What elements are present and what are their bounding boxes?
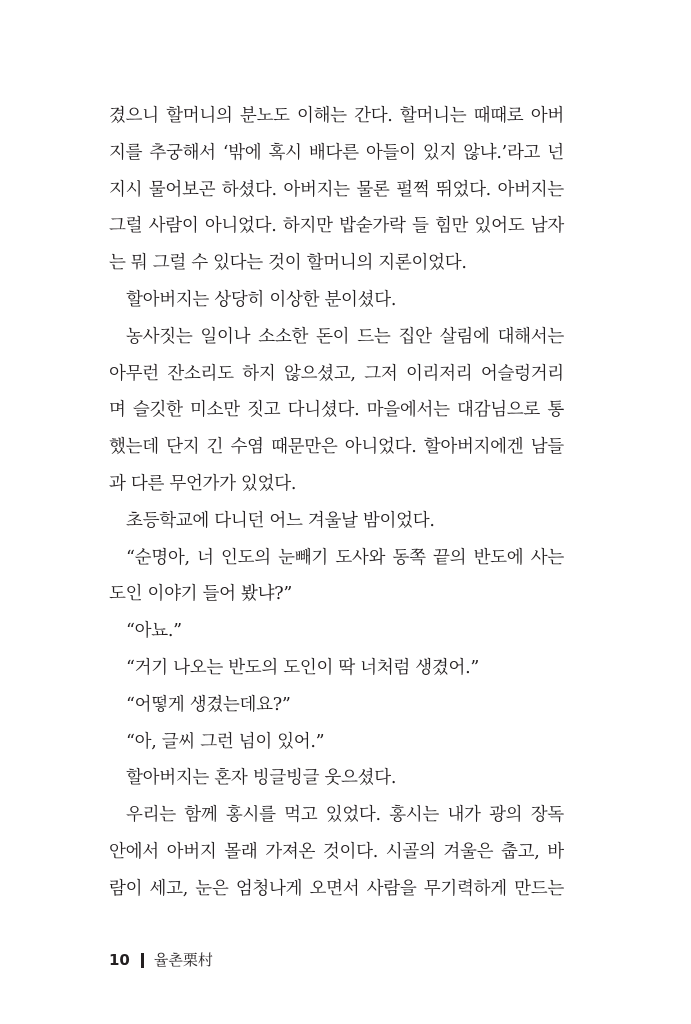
word: 광의	[489, 805, 523, 826]
word: 간다.	[354, 106, 393, 126]
word: 남자	[530, 216, 564, 237]
word: 홍시는	[389, 805, 440, 826]
word: 소소한	[258, 326, 309, 347]
word: 아니었다.	[344, 437, 417, 458]
word: 람이	[109, 878, 143, 899]
word: 겨울은	[443, 841, 494, 862]
word: 지를	[109, 142, 143, 163]
word: 살림에	[439, 326, 490, 347]
text-line: 초등학교에 다니던 어느 겨울날 밤이었다.	[126, 510, 435, 531]
word: 너	[197, 547, 214, 568]
word: 할머니의	[166, 106, 233, 126]
word: 물론	[356, 179, 390, 200]
word: 넌	[547, 142, 564, 163]
word: 밥숟가락	[339, 216, 406, 237]
text-line: “거기 나오는 반도의 도인이 딱 너처럼 생겼어.”	[126, 657, 480, 678]
text-line	[109, 135, 564, 172]
text-line: “아뇨.”	[126, 621, 182, 642]
word: 사람이	[148, 216, 199, 237]
word: 그럴	[109, 216, 143, 237]
word: 이해는	[296, 106, 347, 126]
word: 통	[547, 400, 564, 421]
text-line: 는 뭐 그럴 수 있다는 것이 할머니의 지론이었다.	[109, 253, 467, 274]
word: 무기력하게	[423, 878, 507, 899]
word: 집안	[398, 326, 432, 347]
text-line	[109, 797, 564, 834]
word: 시골의	[385, 841, 436, 862]
word: 하지	[242, 363, 276, 384]
word: 끝의	[433, 547, 467, 568]
page-footer	[109, 950, 213, 970]
text-line: 할아버지는 상당히 이상한 분이셨다.	[126, 289, 397, 310]
word: 몰래	[224, 841, 258, 862]
text-line	[109, 356, 564, 393]
text-line: 할아버지는 혼자 빙글빙글 웃으셨다.	[126, 768, 397, 789]
text-line: 과 다른 무언가가 있었다.	[109, 473, 297, 494]
word: “순명아,	[126, 547, 190, 568]
word: 눈빼기	[278, 547, 328, 568]
word: 오면서	[309, 878, 360, 899]
word: 짓고	[247, 400, 281, 421]
text-line	[109, 834, 564, 871]
text-line	[109, 540, 564, 577]
text-line: “아, 글씨 그런 넘이 있어.”	[126, 731, 325, 752]
word: 안에서	[109, 841, 159, 862]
text-line	[109, 98, 564, 135]
word: 아버지는	[283, 179, 350, 200]
word: 바	[547, 841, 564, 862]
running-title: 율촌栗村	[153, 951, 213, 969]
word: 할머니는	[399, 106, 467, 126]
word: 그저	[364, 363, 398, 384]
word: 춥고,	[501, 841, 540, 862]
word: 장독	[530, 805, 564, 826]
text-line	[109, 319, 564, 356]
word: 일이나	[200, 326, 251, 347]
text-line	[109, 208, 564, 245]
text-line: 도인 이야기 들어 봤냐?”	[109, 584, 292, 605]
word: 분노도	[239, 106, 290, 126]
word: 대해서는	[497, 326, 564, 347]
word: 마을에서는	[366, 400, 450, 421]
word: 수염	[230, 437, 264, 458]
page-number: 10	[109, 951, 130, 969]
word: 있었다.	[325, 805, 381, 826]
word: 눈은	[195, 878, 229, 899]
word: 아들이	[365, 142, 416, 163]
text-line	[109, 871, 564, 908]
word: 이리저리	[405, 363, 473, 384]
body-text	[109, 98, 564, 908]
word: 때문만은	[271, 437, 338, 458]
word: 때때로	[473, 106, 524, 126]
word: 뛰었다.	[435, 179, 491, 200]
word: 슬깃한	[132, 400, 183, 421]
word: 세고,	[149, 878, 188, 899]
word: 사람을	[366, 878, 417, 899]
word: 도사와	[335, 547, 386, 568]
word: 미소만	[190, 400, 240, 421]
word: 동쪽	[392, 547, 426, 568]
word: 하셨다.	[221, 179, 277, 200]
word: ‘밖에	[222, 142, 262, 163]
word: 있지	[422, 142, 457, 163]
word: 홍시를	[225, 805, 276, 826]
word: 만드는	[514, 878, 564, 899]
word: 펄쩍	[396, 179, 430, 200]
word: 지시	[109, 179, 143, 200]
word: 힘만	[434, 216, 469, 237]
text-line	[109, 172, 564, 209]
word: 내가	[447, 805, 481, 826]
word: 아무런	[109, 363, 159, 384]
word: 추궁해서	[149, 142, 216, 163]
word: 않으셨고,	[284, 363, 356, 384]
word: 아니었다.	[204, 216, 277, 237]
word: 있어도	[474, 216, 525, 237]
word: 다니셨다.	[287, 400, 360, 421]
word: 했는데	[109, 437, 159, 458]
word: 겼으니	[109, 106, 159, 126]
footer-separator	[141, 953, 144, 968]
word: 남들	[530, 437, 564, 458]
word: 단지	[166, 437, 200, 458]
text-line: “어떻게 생겼는데요?”	[126, 694, 291, 715]
word: 인도의	[221, 547, 271, 568]
word: 할아버지에겐	[423, 437, 524, 458]
word: 물어보곤	[148, 179, 216, 200]
word: 않냐.’라고	[463, 142, 541, 163]
word: 긴	[206, 437, 224, 458]
word: 것이다.	[322, 841, 378, 862]
word: 아버지	[166, 841, 217, 862]
text-line	[109, 429, 564, 466]
word: 대감님으로	[456, 400, 541, 421]
word: 하지만	[282, 216, 333, 237]
word: 아버	[530, 106, 564, 126]
word: 우리는	[126, 805, 176, 826]
word: 농사짓는	[126, 326, 193, 347]
word: 반도에	[473, 547, 524, 568]
word: 며	[109, 400, 126, 421]
word: 가져온	[265, 841, 316, 862]
word: 들	[411, 216, 429, 237]
text-line	[109, 392, 564, 429]
word: 엄청나게	[235, 878, 303, 899]
word: 돈이	[316, 326, 350, 347]
word: 잔소리도	[167, 363, 234, 384]
word: 사는	[530, 547, 564, 568]
word: 함께	[184, 805, 218, 826]
word: 아버지는	[497, 179, 564, 200]
word: 혹시	[268, 142, 302, 163]
word: 먹고	[284, 805, 318, 826]
word: 드는	[357, 326, 391, 347]
word: 어슬렁거리	[480, 363, 564, 384]
word: 배다른	[308, 142, 359, 163]
